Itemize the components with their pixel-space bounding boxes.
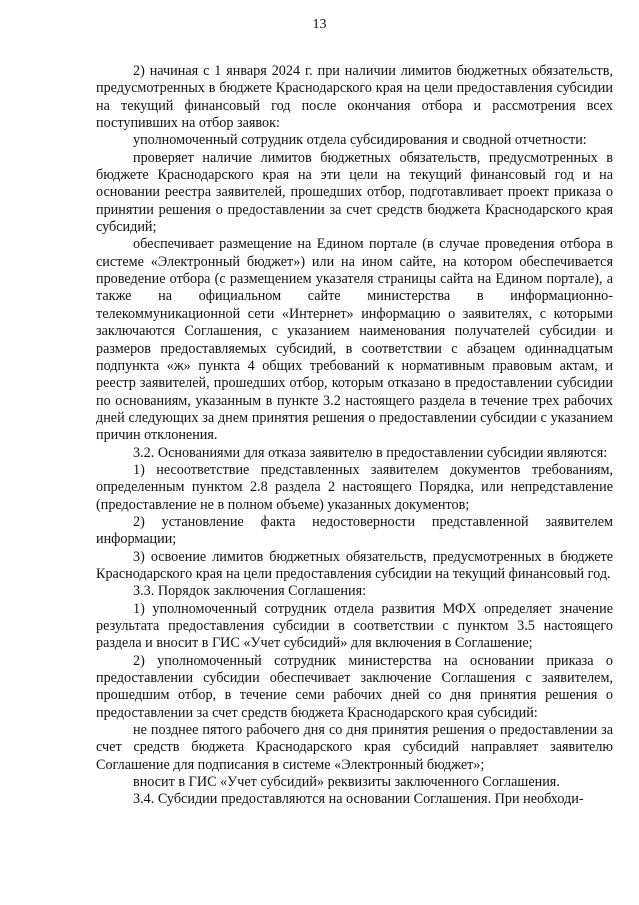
paragraph: 3.3. Порядок заключения Соглашения:: [133, 583, 367, 600]
paragraph: 2) уполномоченный сотрудник министерства на основании приказа о предоставлении субсидии обеспечивает заключение Соглашения с заявителем, прошедшим отбор, в течение семи рабочих дней со дня принятия решения о предоставлении за счет средств бюджета Краснодарского края субсидий:: [96, 652, 613, 721]
paragraph: обеспечивает размещение на Едином портале (в случае проведения отбора в системе «Электронный бюджет») или на ином сайте, на котором обеспечивается проведение отбора (с размещением указателя страницы сайта на Едином портале), а также на официальном сайте министерства в информационно-телекоммуникационной сети «Интернет» информацию о заявителях, с которыми заключаются Соглашения, с указанием наименования получателей субсидии и размеров предоставляемых субсидий, в соответствии с абзацем одиннадцатым подпункта «ж» пункта 4 общих требований к нормативным правовым актам, и реестр заявителей, прошедших отбор, которым отказано в предоставлении субсидии по основаниям, указанным в пункте 3.2 настоящего раздела в течение трех рабочих дней следующих за днем принятия решения о предоставлении субсидии с указанием причин отклонения.: [96, 236, 613, 444]
paragraph: не позднее пятого рабочего дня со дня принятия решения о предоставлении за счет средств бюджета Краснодарского края субсидий направляет заявителю Соглашение для подписания в системе «Электронный бюджет»;: [96, 722, 613, 773]
paragraph: 1) несоответствие представленных заявителем документов требованиям, определенным пунктом 2.8 раздела 2 настоящего Порядка, или непредставление (предоставление не в полном объеме) указанных документов;: [96, 461, 613, 513]
paragraph: 3.2. Основаниями для отказа заявителю в предоставлении субсидии являются:: [133, 444, 608, 461]
paragraph: проверяет наличие лимитов бюджетных обязательств, предусмотренных в бюджете Краснодарского края на эти цели на текущий финансовый год и на основании реестра заявителей, прошедших отбор, подготавливает проект приказа о принятии решения о предоставлении за счет средств бюджета Краснодарского края субсидий;: [96, 149, 613, 236]
paragraph: 3.4. Субсидии предоставляются на основании Соглашения. При необходи-: [133, 791, 584, 808]
paragraph: уполномоченный сотрудник отдела субсидирования и сводной отчетности:: [133, 132, 587, 149]
document-body: [96, 63, 613, 809]
paragraph: 3) освоение лимитов бюджетных обязательств, предусмотренных в бюджете Краснодарского края на цели предоставления субсидии на текущий финансовый год.: [96, 548, 613, 582]
paragraph: вносит в ГИС «Учет субсидий» реквизиты заключенного Соглашения.: [133, 774, 560, 791]
paragraph: 1) уполномоченный сотрудник отдела развития МФХ определяет значение результата предоставления субсидии в соответствии с пунктом 3.5 настоящего раздела и вносит в ГИС «Учет субсидий» для включения в Соглашение;: [96, 600, 613, 652]
paragraph: 2) начиная с 1 января 2024 г. при наличии лимитов бюджетных обязательств, предусмотренных в бюджете Краснодарского края на цели предоставления субсидии на текущий финансовый год после окончания отбора и рассмотрения всех поступивших на отбор заявок:: [96, 63, 613, 132]
paragraph: 2) установление факта недостоверности представленной заявителем информации;: [96, 513, 613, 548]
page-number: 13: [312, 17, 327, 32]
